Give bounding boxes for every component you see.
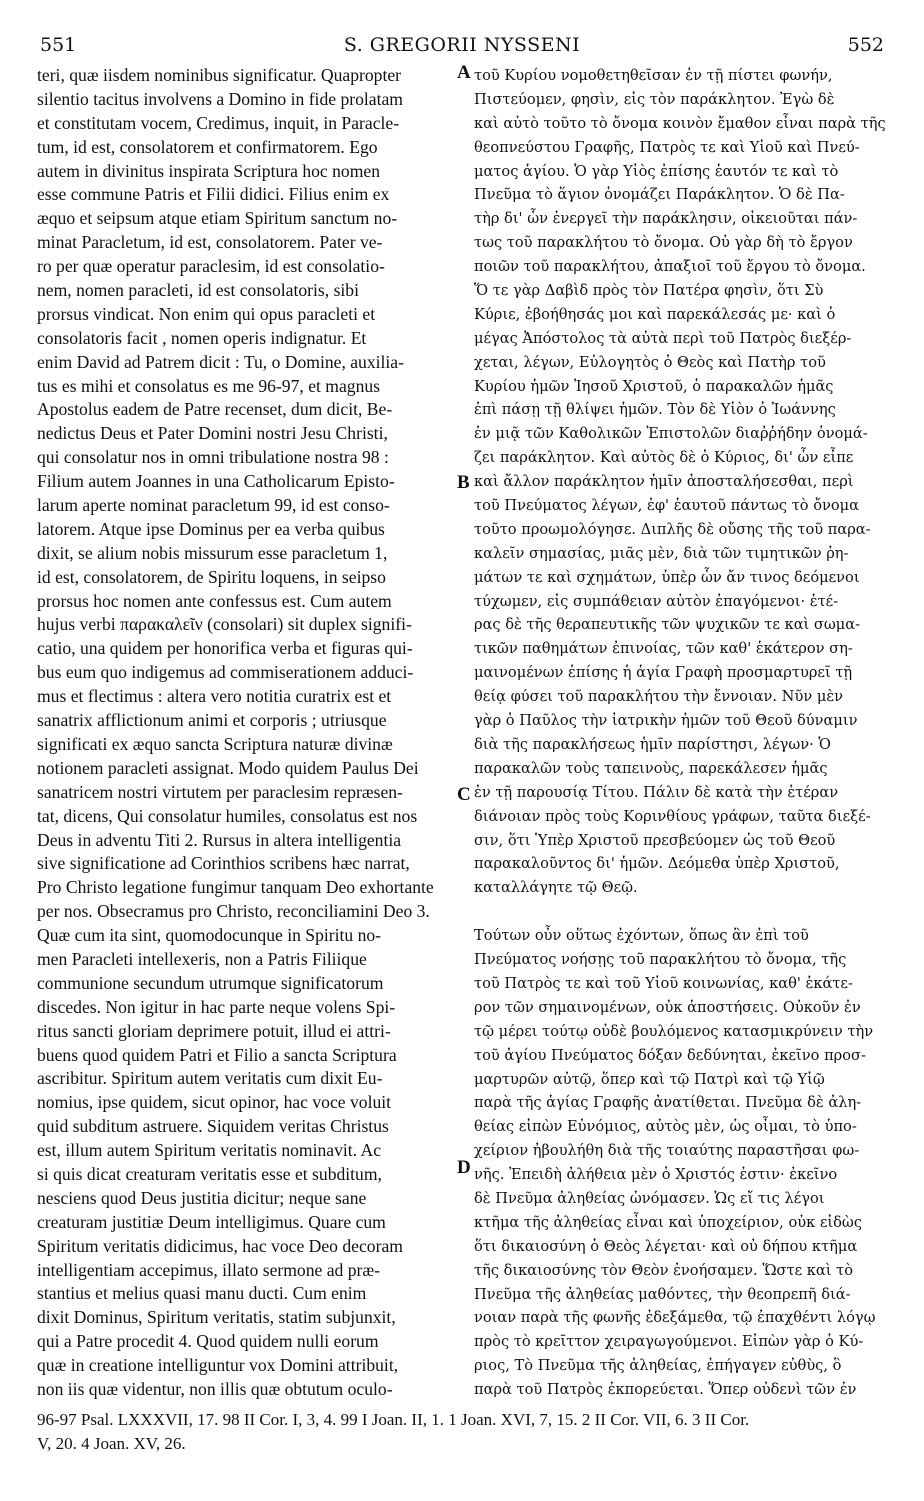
greek-text-line: ρας δὲ τῆς θεραπευτικῆς τῶν ψυχικῶν τε καὶ σωμα- — [474, 616, 861, 634]
latin-text-line: est, illum autem Spiritum veritatis nominavit. Ac — [37, 1140, 382, 1161]
paragraph-gap — [474, 900, 894, 924]
greek-text-line: καλεῖν σημασίας, μιᾶς μὲν, διὰ τῶν τιμητικῶν ῥη- — [474, 544, 849, 562]
latin-text-line: intelligentiam accepimus, illato sermone ad præ- — [37, 1259, 380, 1280]
greek-text-line: νοιαν παρὰ τῆς φωνῆς ἐδεξάμεθα, τῷ ἐπαχθέντι λόγῳ — [474, 1309, 876, 1327]
greek-text-line: ποιῶν τοῦ παρακλήτου, ἀπαξιοῖ τοῦ ἔργου τὸ ὄνομα. — [474, 258, 866, 276]
latin-text-line: silentio tacitus involvens a Domino in fide prolatam — [37, 88, 403, 109]
greek-text-line: τικῶν παθημάτων ἐπινοίας, τῶν καθ' ἑκάτερον ση- — [474, 640, 853, 658]
running-title: S. GREGORII NYSSENI — [343, 34, 581, 56]
latin-text-line: non iis quæ videntur, non illis quæ obtutum oculo- — [37, 1378, 393, 1399]
latin-text-line: larum aperte nominat paracletum 99, id est conso- — [37, 495, 390, 516]
greek-text-line: Ὅ τε γὰρ Δαβὶδ πρὸς τὸν Πατέρα φησὶν, ὅτι Σὺ — [474, 282, 824, 300]
latin-text-line: dixit, se alium nobis missurum esse paracletum 1, — [37, 542, 388, 563]
greek-text-line: θεοπνεύστου Γραφῆς, Πατρὸς τε καὶ Υἱοῦ καὶ Πνεύ- — [474, 138, 860, 156]
latin-text-line: nem, nomen paracleti, id est consolatoris, sibi — [37, 280, 359, 301]
greek-text-line: τως τοῦ παρακλήτου τὸ ὄνομα. Οὐ γὰρ δὴ τὸ ἔργον — [474, 234, 853, 252]
latin-text-line: minat Paracletum, id est, consolatorem. Pater ve- — [37, 232, 383, 253]
greek-text-line: παρακαλῶν τοὺς ταπεινοὺς, παρεκάλεσεν ἡμᾶς — [474, 759, 828, 777]
latin-text-line: Apostolus eadem de Patre recenset, dum dicit, Be- — [37, 399, 393, 420]
latin-text-line: nomius, ipse quidem, sicut opinor, hac voce voluit — [37, 1092, 392, 1113]
greek-text-line: δὲ Πνεῦμα ἀληθείας ὠνόμασεν. Ὡς εἴ τις λέγοι — [474, 1189, 825, 1207]
latin-text-line: prorsus hoc nomen ante confessus est. Cum autem — [37, 590, 392, 611]
latin-text-line: catio, una quidem per honorifica verba et figuras qui- — [37, 638, 413, 659]
greek-text-line: παρὰ τοῦ Πατρὸς ἐκπορεύεται. Ὅπερ οὐδενὶ τῶν ἐν — [474, 1381, 857, 1399]
latin-text-line: notionem paracleti assignat. Modo quidem Paulus Dei — [37, 757, 419, 778]
margin-letter-c: C — [457, 784, 471, 805]
greek-text-line: Πιστεύομεν, φησὶν, εἰς τὸν παράκλητον. Ἐγὼ δὲ — [474, 90, 835, 108]
greek-text-line: Πνεῦμα τὸ ἅγιον ὀνομάζει Παράκλητον. Ὁ δὲ Πα- — [474, 186, 845, 204]
page-header — [40, 34, 884, 58]
greek-text-line: διὰ τῆς παρακλήσεως ἡμῖν παρίστησι, λέγων· Ὁ — [474, 735, 831, 753]
greek-text-line: σιν, ὅτι Ὑπὲρ Χριστοῦ πρεσβεύομεν ὡς τοῦ Θεοῦ — [474, 831, 836, 849]
greek-text-line: ματος ἁγίου. Ὁ γὰρ Υἱὸς ἐπίσης ἑαυτόν τε καὶ τὸ — [474, 162, 839, 180]
latin-text-line: Spiritum veritatis didicimus, hac voce Deo decoram — [37, 1235, 403, 1256]
latin-text-line: prorsus vindicat. Non enim qui opus paracleti et — [37, 303, 376, 324]
latin-text-line: per nos. Obsecramus pro Christo, reconciliamini Deo 3. — [37, 901, 430, 922]
greek-text-line: τοῦτο προωμολόγησε. Διπλῆς δὲ οὔσης τῆς τοῦ παρα- — [474, 520, 871, 538]
footnote-line: V, 20. 4 Joan. XV, 26. — [37, 1434, 186, 1453]
greek-text-line: καὶ αὐτὸ τοῦτο τὸ ὄνομα κοινὸν ἔμαθον εἶναι παρὰ τῆς — [474, 114, 886, 132]
latin-text-line: dixit Dominus, Spiritum veritatis, statim subjunxit, — [37, 1307, 396, 1328]
latin-text-line: sanatrix afflictionum animi et corporis ; utriusque — [37, 710, 387, 731]
greek-text-line: Πνεύματος νοήσῃς τοῦ παρακλήτου τὸ ὄνομα, τῆς — [474, 951, 847, 969]
greek-text-line: τῷ μέρει τούτῳ οὐδὲ βουλόμενος κατασμικρύνειν τὴν — [474, 1022, 874, 1040]
greek-text-line: Πνεῦμα τῆς ἀληθείας μαθόντες, τὴν θεοπρεπῆ διά- — [474, 1285, 851, 1303]
page-number-right: 552 — [847, 34, 884, 56]
page-number-left: 551 — [40, 34, 77, 56]
greek-text-line: παρὰ τῆς ἁγίας Γραφῆς ἀνατίθεται. Πνεῦμα δὲ ἀλη- — [474, 1094, 862, 1112]
latin-text-line: Pro Christo legatione fungimur tanquam Deo exhortante — [37, 877, 434, 898]
latin-text-line: sive significatione ad Corinthios scribens hæc narrat, — [37, 853, 410, 874]
latin-text-line: nesciens quod Deus justitia dicitur; neque sane — [37, 1187, 367, 1208]
latin-text-line: consolatoris facit , nomen operis indignatur. Et — [37, 327, 367, 348]
latin-text-line: ro per quæ operatur paraclesim, id est consolatio- — [37, 256, 385, 277]
latin-text-line: teri, quæ iisdem nominibus significatur. Quapropter — [37, 65, 402, 85]
greek-text-line: πρὸς τὸ κρεῖττον χειραγωγούμενοι. Εἰπὼν γὰρ ὁ Κύ- — [474, 1333, 864, 1351]
greek-text-line: Τούτων οὖν οὕτως ἐχόντων, ὅπως ἂν ἐπὶ τοῦ — [474, 927, 809, 945]
greek-text-line: διάνοιαν πρὸς τοὺς Κορινθίους γράφων, ταῦτα διεξέ- — [474, 807, 871, 825]
latin-text-line: communione secundum utrumque significatorum — [37, 972, 384, 993]
latin-text-line: quæ in creatione intelliguntur vox Domini attribuit, — [37, 1355, 399, 1376]
latin-text-line: significati ex æquo sancta Scriptura naturæ divinæ — [37, 733, 393, 754]
latin-text-line: esse commune Patris et Filii didici. Filius enim ex — [37, 184, 390, 205]
greek-text-line: μάτων τε καὶ σχημάτων, ὑπὲρ ὧν ἄν τινος δεόμενοι — [474, 568, 860, 586]
greek-column — [474, 64, 894, 1402]
latin-text-line: creaturam justitiæ Deum intelligimus. Quare cum — [37, 1211, 386, 1232]
greek-text-line: καὶ ἄλλον παράκλητον ἡμῖν ἀποσταλήσεσθαι, περὶ — [474, 473, 854, 491]
greek-text-line: ἐν μιᾷ τῶν Καθολικῶν Ἐπιστολῶν διαῤῥήδην ὀνομά- — [474, 425, 868, 443]
greek-text-line: καταλλάγητε τῷ Θεῷ. — [474, 879, 638, 897]
greek-text-line: παρακαλοῦντος δι' ἡμῶν. Δεόμεθα ὑπὲρ Χριστοῦ, — [474, 855, 840, 873]
footnote-line: 96-97 Psal. LXXXVII, 17. 98 II Cor. I, 3, 4. 99 I Joan. II, 1. 1 Joan. XVI, 7, 15. 2 II Cor. VII, 6. 3 II Cor. — [37, 1410, 750, 1429]
latin-text-line: Quæ cum ita sint, quomodocunque in Spiritu no- — [37, 925, 382, 946]
latin-text-line: autem in divinitus inspirata Scriptura hoc nomen — [37, 160, 381, 181]
greek-text-line: τοῦ Πατρὸς τε καὶ τοῦ Υἱοῦ κοινωνίας, καθ' ἑκάτε- — [474, 974, 853, 992]
greek-text-line: ζει παράκλητον. Καὶ αὐτὸς δὲ ὁ Κύριος, δι' ὧν εἶπε — [474, 449, 854, 467]
latin-text-line: discedes. Non igitur in hac parte neque volens Spi- — [37, 996, 396, 1017]
greek-text-line: Κύριε, ἐβοήθησάς μοι καὶ παρεκάλεσάς με· καὶ ὁ — [474, 305, 836, 323]
greek-text-line: ἐπὶ πάσῃ τῇ θλίψει ἡμῶν. Τὸν δὲ Υἱὸν ὁ Ἰωάννης — [474, 401, 836, 419]
greek-text-line: μαινομένων ἐπίσης ἡ ἁγία Γραφὴ προσμαρτυρεῖ τῇ — [474, 664, 853, 682]
greek-text-line: τοῦ Πνεύματος λέγων, ἐφ' ἑαυτοῦ πάντως τὸ ὄνομα — [474, 497, 860, 515]
latin-column — [37, 64, 457, 1402]
greek-text-line: τὴρ δι' ὧν ἐνεργεῖ τὴν παράκλησιν, οἰκειοῦται πάν- — [474, 210, 858, 228]
greek-text-line: χείριον ἠβουλήθη διὰ τῆς τοιαύτης παραστῆσαι φω- — [474, 1142, 860, 1160]
margin-letter-d: D — [457, 1157, 471, 1178]
latin-text-line: si quis dicat creaturam veritatis esse et subditum, — [37, 1163, 382, 1184]
greek-text-line: ριος, Τὸ Πνεῦμα τῆς ἀληθείας, ἐπήγαγεν εὐθὺς, ὃ — [474, 1357, 842, 1375]
footnotes — [37, 1408, 887, 1456]
latin-text-line: qui a Patre procedit 4. Quod quidem nulli eorum — [37, 1331, 379, 1352]
greek-text-line: ὅτι δικαιοσύνη ὁ Θεὸς λέγεται· καὶ οὐ δήπου κτῆμα — [474, 1237, 858, 1255]
greek-text-line: μαρτυρῶν αὐτῷ, ὅπερ καὶ τῷ Πατρὶ καὶ τῷ Υἱῷ — [474, 1070, 825, 1088]
latin-text-line: bus eum quo indigemus ad commiserationem adduci- — [37, 662, 414, 683]
greek-text-line: ἐν τῇ παρουσίᾳ Τίτου. Πάλιν δὲ κατὰ τὴν ἑτέραν — [474, 783, 839, 801]
greek-text-line: Κυρίου ἡμῶν Ἰησοῦ Χριστοῦ, ὁ παρακαλῶν ἡμᾶς — [474, 377, 834, 395]
greek-text-line: μέγας Ἀπόστολος τὰ αὐτὰ περὶ τοῦ Πατρὸς διεξέρ- — [474, 329, 852, 347]
latin-text-line: men Paracleti intellexeris, non a Patris Filiique — [37, 948, 367, 969]
greek-text-line: νῆς. Ἐπειδὴ ἀλήθεια μὲν ὁ Χριστός ἐστιν· ἐκεῖνο — [474, 1166, 838, 1184]
latin-text-line: Filium autem Joannes in una Catholicarum Episto- — [37, 471, 395, 492]
latin-text-line: tus es mihi et consolatus es me 96-97, et magnus — [37, 375, 381, 396]
greek-text-line: θείᾳ φύσει τοῦ παρακλήτου τὴν ἔννοιαν. Νῦν μὲν — [474, 688, 844, 706]
latin-text-line: qui consolatur nos in omni tribulatione nostra 98 : — [37, 447, 389, 468]
latin-text-line: stantius et melius quasi manu ducti. Cum enim — [37, 1283, 367, 1304]
latin-text-line: hujus verbi παρακαλεῖν (consolari) sit duplex signifi- — [37, 614, 412, 635]
margin-letter-a: A — [457, 62, 471, 83]
latin-text-line: buens quod quidem Patri et Filio a sancta Scriptura — [37, 1044, 397, 1065]
latin-text-line: et constitutam vocem, Credimus, inquit, in Paracle- — [37, 112, 400, 133]
latin-text-line: quid subditum astruere. Siquidem veritas Christus — [37, 1116, 389, 1137]
greek-text-line: τοῦ ἁγίου Πνεύματος δόξαν δεδύνηται, ἐκεῖνο προσ- — [474, 1046, 866, 1064]
margin-letter-b: B — [457, 472, 470, 493]
latin-text-line: nedictus Deus et Pater Domini nostri Jesu Christi, — [37, 423, 388, 444]
latin-text-line: tum, id est, consolatorem et confirmatorem. Ego — [37, 136, 378, 157]
greek-text-line: τοῦ Κυρίου νομοθετηθεῖσαν ἐν τῇ πίστει φωνήν, — [474, 67, 833, 84]
greek-text-line: τύχωμεν, εἰς συμπάθειαν αὐτὸν ἐπαγόμενοι· ἑτέ- — [474, 592, 839, 610]
greek-text-line: κτῆμα τῆς ἀληθείας εἶναι καὶ ὑποχείριον, οὐκ εἰδὼς — [474, 1213, 863, 1231]
greek-text-line: θείας εἰπὼν Εὐνόμιος, αὐτὸς μὲν, ὡς οἶμαι, τὸ ὑπο- — [474, 1118, 857, 1136]
latin-text-line: mus et flectimus : altera vero notitia curatrix est et — [37, 686, 392, 707]
latin-text-line: ritus sancti gloriam deprimere potuit, illud ei attri- — [37, 1020, 391, 1041]
latin-text-line: enim David ad Patrem dicit : Tu, o Domine, auxilia- — [37, 351, 404, 372]
latin-text-line: Deus in adventu Titi 2. Rursus in altera intelligentia — [37, 829, 402, 850]
latin-text-line: æquo et seipsum atque etiam Spiritum sanctum no- — [37, 208, 398, 229]
greek-text-line: γὰρ ὁ Παῦλος τὴν ἰατρικὴν ἡμῶν τοῦ Θεοῦ δύναμιν — [474, 712, 858, 730]
latin-text-line: id est, consolatorem, de Spiritu loquens, in seipso — [37, 566, 386, 587]
latin-text-line: latorem. Atque ipse Dominus per ea verba quibus — [37, 518, 385, 539]
latin-text-line: tat, dicens, Qui consolatur humiles, consolatus est nos — [37, 805, 418, 826]
greek-text-line: ρον τῶν σημαινομένων, οὐκ ἀποστήσεις. Οὐκοῦν ἐν — [474, 998, 861, 1016]
latin-text-line: ascribitur. Spiritum autem veritatis cum dixit Eu- — [37, 1068, 383, 1089]
greek-text-line: χεται, λέγων, Εὐλογητὸς ὁ Θεὸς καὶ Πατὴρ τοῦ — [474, 353, 826, 371]
greek-text-line: τῆς δικαιοσύνης τὸν Θεὸν ἐνοήσαμεν. Ὥστε καὶ τὸ — [474, 1261, 853, 1279]
latin-text-line: sanatricem nostri virtutem per paraclesim repræsen- — [37, 781, 403, 802]
